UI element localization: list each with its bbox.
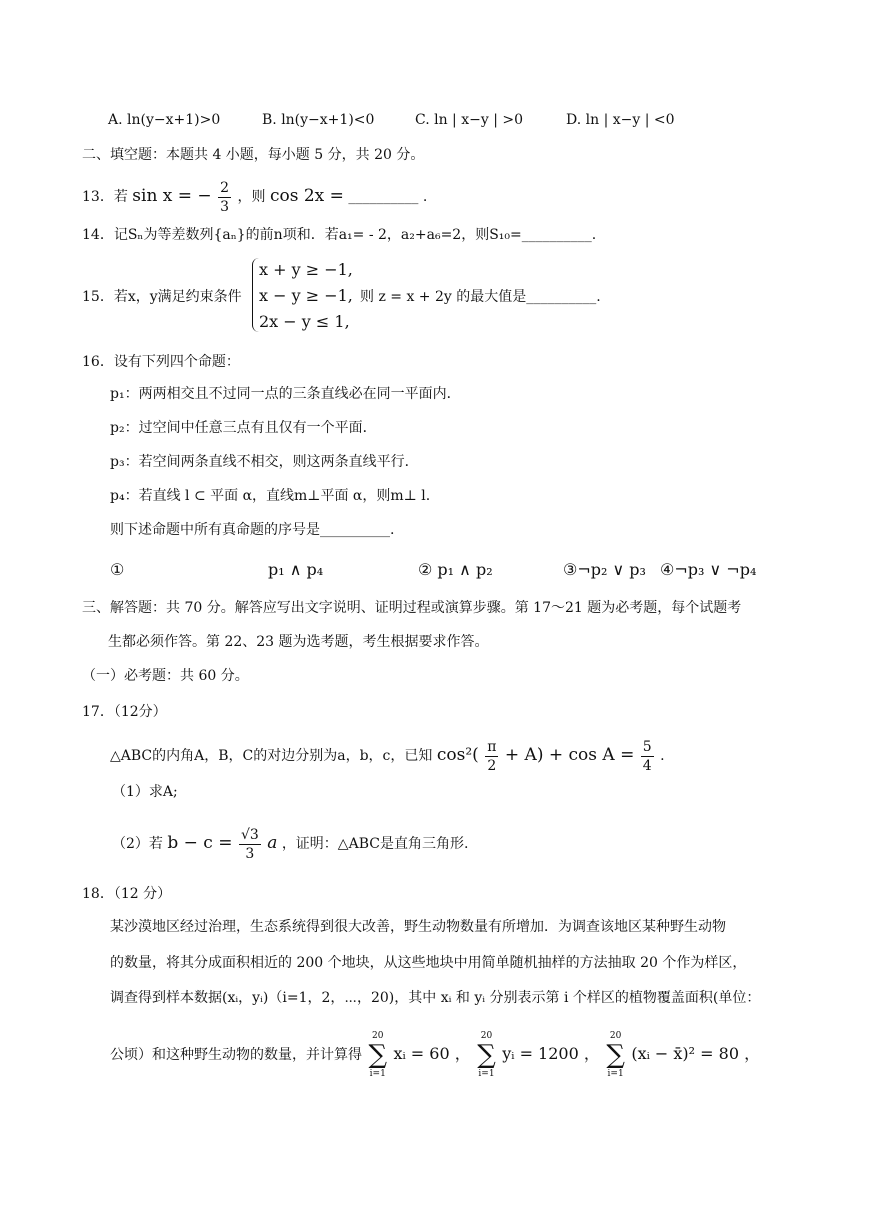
q17-part2-prefix: （2）若 bbox=[112, 836, 163, 852]
q17-sqrt-num: √3 bbox=[240, 826, 259, 843]
option-a: A. ln(y−x+1)>0 bbox=[108, 112, 221, 128]
q18-line4-prefix: 公顷）和这种野生动物的数量，并计算得 bbox=[110, 1047, 362, 1063]
q16-p1: p₁：两两相交且不过同一点的三条直线必在同一平面内． bbox=[110, 386, 461, 402]
sum1-bot: i=1 bbox=[369, 1069, 386, 1079]
q17-header: 17．（12分） bbox=[82, 704, 167, 720]
question-14: 14．记Sₙ为等差数列{aₙ}的前n项和．若a₁= - 2，a₂+a₆=2，则S₁₀=__________. bbox=[82, 227, 597, 243]
sum3-bot: i=1 bbox=[607, 1069, 624, 1079]
q16-choice2: ② p₁ ∧ p₂ bbox=[418, 560, 493, 579]
q15-suffix: 则 z = x + 2y 的最大值是__________. bbox=[360, 289, 601, 305]
q17-part2-var: a bbox=[267, 833, 278, 853]
q13-frac-num: 2 bbox=[220, 179, 230, 196]
q13-mid: ，则 bbox=[237, 189, 266, 205]
q18-header: 18．（12 分） bbox=[82, 886, 172, 902]
q17-after-pi: + A) + cos A = bbox=[504, 745, 635, 765]
q15-row1: x + y ≥ −1, bbox=[259, 260, 353, 279]
q13-frac-den: 3 bbox=[220, 198, 230, 215]
q17-sqrt-frac bbox=[239, 826, 261, 863]
sum-symbol-3 bbox=[606, 1030, 625, 1080]
section2-heading: 二、填空题：本题共 4 小题，每小题 5 分，共 20 分。 bbox=[82, 147, 425, 163]
q17-r-end: . bbox=[660, 748, 665, 764]
q17-part2-lhs: b − c = bbox=[167, 833, 233, 853]
q17-r-num: 5 bbox=[642, 738, 652, 755]
q16-question: 则下述命题中所有真命题的序号是__________. bbox=[110, 522, 395, 538]
sum3-body: (xᵢ − x̄)² = 80 ， bbox=[631, 1044, 761, 1063]
q18-line4 bbox=[110, 1024, 760, 1085]
q17-cos: cos²( bbox=[436, 745, 479, 765]
section3-line2: 生都必须作答。第 22、23 题为选考题，考生根据要求作答。 bbox=[108, 634, 489, 650]
option-d: D. ln | x−y | <0 bbox=[566, 112, 675, 128]
q16-choice1: p₁ ∧ p₄ bbox=[268, 560, 324, 579]
q13-num: 13．若 bbox=[82, 189, 128, 205]
q16-p2: p₂：过空间中任意三点有且仅有一个平面． bbox=[110, 420, 377, 436]
q17-pi-frac bbox=[485, 738, 498, 775]
q17-r-den: 4 bbox=[642, 757, 652, 774]
sum3-top: 20 bbox=[609, 1031, 622, 1041]
q17-pi-num: π bbox=[487, 738, 497, 755]
sum2-body: yᵢ = 1200 ， bbox=[502, 1044, 600, 1063]
section3-line1: 三、解答题：共 70 分。解答应写出文字说明、证明过程或演算步骤。第 17～21 题为必考题，每个试题考 bbox=[82, 600, 742, 616]
q16-choice4: ④¬p₃ ∨ ¬p₄ bbox=[660, 560, 757, 579]
q13-rhs: cos 2x = bbox=[269, 186, 344, 206]
q18-line2: 的数量，将其分成面积相近的 200 个地块，从这些地块中用简单随机抽样的方法抽取 20 个作为样区， bbox=[110, 955, 747, 971]
q13-blank: __________ bbox=[348, 189, 419, 205]
q15-brace bbox=[252, 258, 259, 332]
q16-choice3: ③¬p₂ ∨ p₃ bbox=[563, 560, 646, 579]
q17-stem bbox=[110, 732, 665, 779]
q15-row2: x − y ≥ −1, bbox=[259, 286, 353, 305]
q16-p4: p₄：若直线 l ⊂ 平面 α，直线m⊥平面 α，则m⊥ l. bbox=[110, 488, 431, 504]
option-b: B. ln(y−x+1)<0 bbox=[262, 112, 375, 128]
sum1-body: xᵢ = 60 ， bbox=[393, 1044, 471, 1063]
q16-p3: p₃：若空间两条直线不相交，则这两条直线平行． bbox=[110, 454, 419, 470]
q13-end: . bbox=[422, 189, 428, 205]
sigma-icon: ∑ bbox=[606, 1040, 625, 1070]
sum-symbol-2 bbox=[477, 1030, 496, 1080]
q13-fraction bbox=[218, 179, 231, 216]
q17-sqrt-den: 3 bbox=[245, 845, 255, 862]
q18-line3: 调查得到样本数据(xᵢ，yᵢ)（i=1，2，⋯，20)，其中 xᵢ 和 yᵢ 分别表示第 i 个样区的植物覆盖面积(单位： bbox=[110, 990, 761, 1006]
question-13 bbox=[82, 173, 427, 220]
sum2-top: 20 bbox=[480, 1031, 493, 1041]
q13-lhs: sin x = − bbox=[132, 186, 212, 206]
section3-sub: （一）必考题：共 60 分。 bbox=[82, 668, 249, 684]
sigma-icon: ∑ bbox=[477, 1040, 496, 1070]
q16-intro: 16．设有下列四个命题： bbox=[82, 354, 240, 370]
q17-part2 bbox=[112, 820, 468, 867]
sum1-top: 20 bbox=[372, 1031, 384, 1041]
sum2-bot: i=1 bbox=[478, 1069, 495, 1079]
q17-stem-text: △ABC的内角A，B，C的对边分别为a，b，c，已知 bbox=[110, 748, 433, 764]
q17-pi-den: 2 bbox=[487, 757, 497, 774]
q15-row3: 2x − y ≤ 1, bbox=[259, 312, 350, 331]
sum-symbol-1 bbox=[368, 1030, 387, 1080]
q15-prefix: 15．若x，y满足约束条件 bbox=[82, 289, 242, 305]
q18-line1: 某沙漠地区经过治理，生态系统得到很大改善，野生动物数量有所增加．为调查该地区某种野生动物 bbox=[110, 919, 726, 935]
q17-part1: （1）求A; bbox=[112, 784, 178, 800]
q17-r-frac bbox=[641, 738, 654, 775]
q16-choice1-mark: ① bbox=[110, 560, 125, 579]
option-c: C. ln | x−y | >0 bbox=[415, 112, 524, 128]
q17-part2-suffix: ，证明：△ABC是直角三角形. bbox=[281, 836, 469, 852]
sigma-icon: ∑ bbox=[368, 1040, 388, 1070]
